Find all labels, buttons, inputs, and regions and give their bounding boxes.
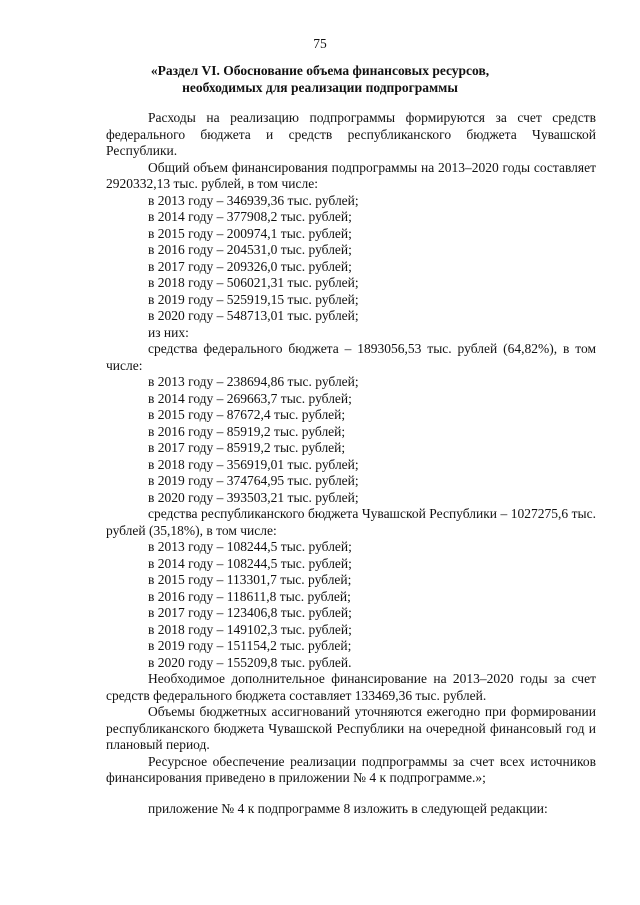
heading-line-1: «Раздел VI. Обоснование объема финансовых ресурсов, bbox=[150, 63, 490, 78]
list-item: в 2020 году – 155209,8 тыс. рублей. bbox=[148, 654, 352, 670]
list-item: в 2015 году – 113301,7 тыс. рублей; bbox=[148, 572, 352, 587]
list-item: в 2013 году – 346939,36 тыс. рублей; bbox=[148, 192, 359, 208]
list-item: в 2018 году – 149102,3 тыс. рублей; bbox=[148, 621, 352, 637]
of-them-label: из них: bbox=[148, 324, 189, 340]
total-funding-list bbox=[106, 193, 596, 325]
list-item: в 2019 году – 374764,95 тыс. рублей; bbox=[148, 473, 359, 488]
paragraph-appendix-instruction: приложение № 4 к подпрограмме 8 изложить в следующей редакции: bbox=[148, 800, 548, 816]
paragraph-additional-funding: Необходимое дополнительное финансирование на 2013–2020 годы за счет средств федерального бюджета составляет 133469,36 тыс. рублей. bbox=[106, 671, 596, 703]
paragraph-resource-provision: Ресурсное обеспечение реализации подпрограммы за счет всех источников финансирования приведено в приложении № 4 к подпрограмме.»; bbox=[106, 753, 596, 785]
list-item: в 2016 году – 118611,8 тыс. рублей; bbox=[148, 588, 351, 604]
list-item: в 2020 году – 393503,21 тыс. рублей; bbox=[148, 489, 359, 505]
federal-funds-intro: средства федерального бюджета – 1893056,53 тыс. рублей (64,82%), в том числе: bbox=[106, 341, 596, 373]
paragraph-gap bbox=[106, 787, 596, 801]
page-number: 75 bbox=[313, 36, 327, 51]
list-item: в 2016 году – 204531,0 тыс. рублей; bbox=[148, 242, 352, 257]
republic-funds-intro: средства республиканского бюджета Чувашской Республики – 1027275,6 тыс. рублей (35,18%), в том числе: bbox=[106, 506, 596, 538]
list-item: в 2014 году – 269663,7 тыс. рублей; bbox=[148, 390, 352, 406]
list-item: в 2017 году – 209326,0 тыс. рублей; bbox=[148, 258, 352, 274]
federal-funding-list bbox=[106, 374, 596, 506]
heading-line-2: необходимых для реализации подпрограммы bbox=[182, 80, 458, 95]
paragraph-expenses: Расходы на реализацию подпрограммы формируются за счет средств федерального бюджета и средств республиканского бюджета Чувашской Республики. bbox=[106, 110, 596, 158]
list-item: в 2017 году – 123406,8 тыс. рублей; bbox=[148, 605, 352, 620]
republic-funding-list bbox=[106, 539, 596, 671]
list-item: в 2014 году – 377908,2 тыс. рублей; bbox=[148, 209, 352, 224]
list-item: в 2018 году – 506021,31 тыс. рублей; bbox=[148, 275, 359, 290]
list-item: в 2018 году – 356919,01 тыс. рублей; bbox=[148, 456, 359, 472]
list-item: в 2014 году – 108244,5 тыс. рублей; bbox=[148, 555, 352, 571]
list-item: в 2015 году – 87672,4 тыс. рублей; bbox=[148, 407, 346, 422]
list-item: в 2017 году – 85919,2 тыс. рублей; bbox=[148, 440, 346, 455]
document-body bbox=[106, 110, 596, 817]
list-item: в 2019 году – 525919,15 тыс. рублей; bbox=[148, 291, 359, 307]
list-item: в 2019 году – 151154,2 тыс. рублей; bbox=[148, 638, 352, 653]
list-item: в 2020 году – 548713,01 тыс. рублей; bbox=[148, 308, 359, 323]
paragraph-budget-volumes: Объемы бюджетных ассигнований уточняются ежегодно при формировании республиканского бюджета Чувашской Республики на очередной финансовый год и плановый период. bbox=[106, 704, 596, 752]
paragraph-total-volume: Общий объем финансирования подпрограммы на 2013–2020 годы составляет 2920332,13 тыс. рублей, в том числе: bbox=[106, 159, 596, 191]
list-item: в 2013 году – 108244,5 тыс. рублей; bbox=[148, 539, 352, 554]
list-item: в 2016 году – 85919,2 тыс. рублей; bbox=[148, 423, 346, 439]
section-heading bbox=[60, 62, 580, 96]
list-item: в 2015 году – 200974,1 тыс. рублей; bbox=[148, 225, 352, 241]
list-item: в 2013 году – 238694,86 тыс. рублей; bbox=[148, 374, 359, 389]
